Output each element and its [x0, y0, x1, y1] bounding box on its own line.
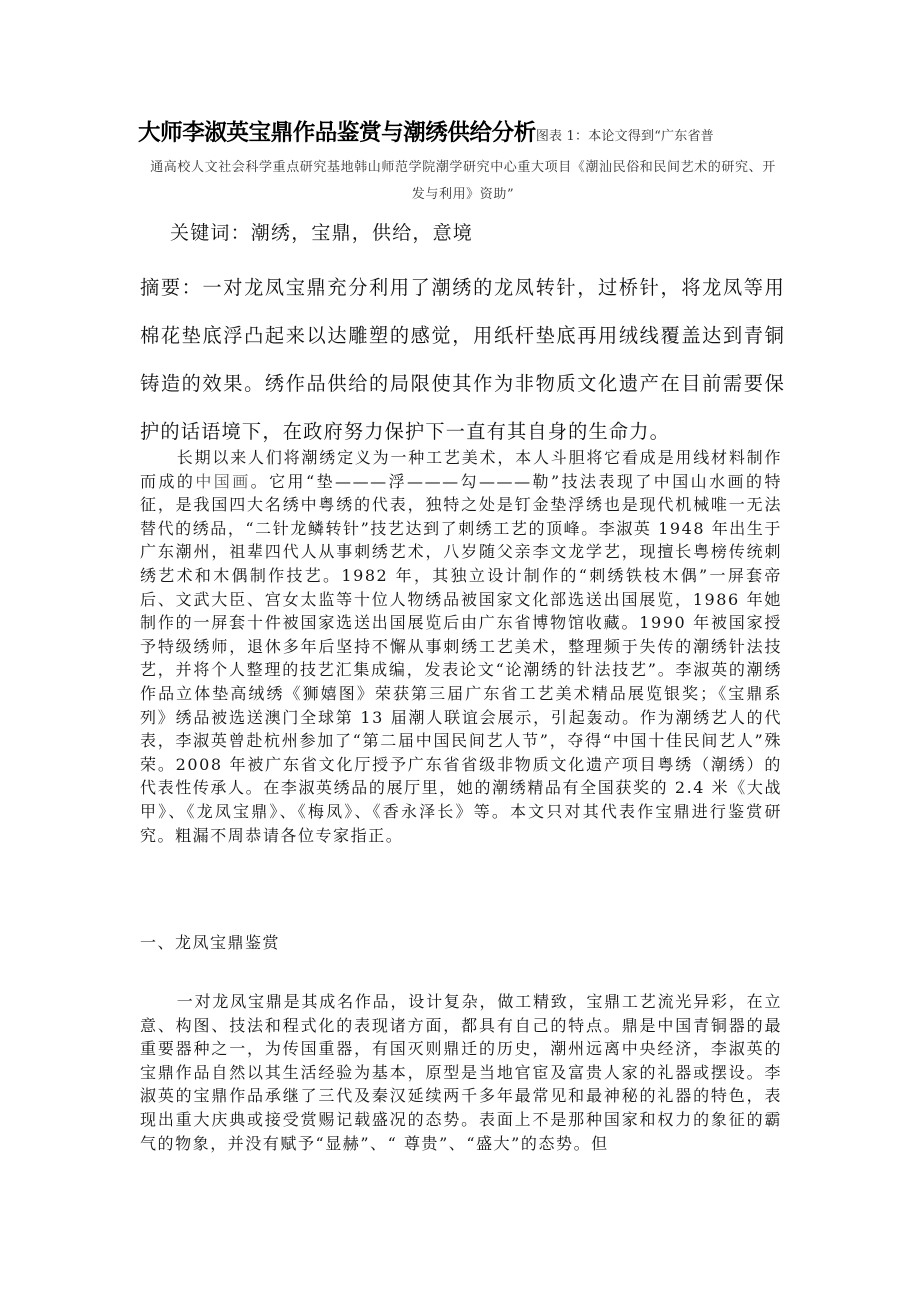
intro-highlight-text: 中国画 [195, 471, 251, 491]
title-footnote: 图表 1：本论文得到“广东省普 [535, 129, 714, 144]
title-line [138, 116, 788, 154]
title-footnote-continued: 通高校人文社会科学重点研究基地韩山师范学院潮学研究中心重大项目《潮汕民俗和民间艺术的研究、开 [150, 160, 776, 175]
section-paragraph: 一对龙凤宝鼎是其成名作品，设计复杂，做工精致，宝鼎工艺流光异彩，在立意、构图、技法和程式化的表现诸方面，都具有自己的特点。鼎是中国青铜器的最重要器种之一，为传国重器，有国灭则鼎迁的历史，潮州远离中央经济，李淑英的宝鼎作品自然以其生活经验为基本，原型是当地官宦及富贵人家的礼器或摆设。李淑英的宝鼎作品承继了三代及秦汉延续两千多年最常见和最神秘的礼器的特色，表现出重大庆典或接受赏赐记载盛况的态势。表面上不是那种国家和权力的象征的霸气的物象，并没有赋予“显赫”、“ 尊贵”、“盛大”的态势。但 [140, 992, 782, 1153]
section-heading: 一、龙凤宝鼎鉴赏 [140, 933, 281, 952]
title-footnote-end: 发与利用》资助” [411, 187, 515, 202]
keywords: 关键词：潮绣，宝鼎，供给，意境 [170, 222, 474, 244]
intro-paragraph [140, 446, 782, 847]
intro-text-part2: 。它用“垫———浮———勾———勒”技法表现了中国山水画的特征，是我国四大名绣中粤绣的代表，独特之处是钉金垫浮绣也是现代机械唯一无法替代的绣品，“二针龙鳞转针”技艺达到了刺绣工艺的顶峰。李淑英 1948 年出生于广东潮州，祖辈四代人从事刺绣艺术，八岁随父亲李文龙学艺，现擅长粤榜传统刺绣艺术和木偶制作技艺。1982 年，其独立设计制作的“刺绣铁枝木偶”一屏套帝后、文武大臣、宫女太监等十位人物绣品被国家文化部选送出国展览，1986 年她制作的一屏套十件被国家选送出国展览后由广东省博物馆收藏。1990 年被国家授予特级绣师，退休多年后坚持不懈从事刺绣工艺美术，整理频于失传的潮绣针法技艺，并将个人整理的技艺汇集成编，发表论文“论潮绣的针法技艺”。李淑英的潮绣作品立体垫高绒绣《狮嬉图》荣获第三届广东省工艺美术精品展览银奖；《宝鼎系列》绣品被选送澳门全球第 13 届潮人联谊会展示，引起轰动。作为潮绣艺人的代表，李淑英曾赴杭州参加了“第二届中国民间艺人节”，夺得“中国十佳民间艺人”殊荣。2008 年被广东省文化厅授予广东省省级非物质文化遗产项目粤绣（潮绣）的代表性传承人。在李淑英绣品的展厅里，她的潮绣精品有全国获奖的 2.4 米《大战甲》、《龙凤宝鼎》、《梅凤》、《香永泽长》等。本文只对其代表作宝鼎进行鉴赏研究。粗漏不周恭请各位专家指正。 [140, 471, 782, 845]
intro-text-part1: 长期以来人们将潮绣定义为一种工艺美术，本人斗胆将它看成是用线材料制作而成的 [140, 448, 782, 491]
document-title: 大师李淑英宝鼎作品鉴赏与潮绣供给分析 [138, 120, 536, 146]
title-block [138, 116, 788, 208]
abstract: 摘要：一对龙凤宝鼎充分利用了潮绣的龙凤转针，过桥针，将龙凤等用棉花垫底浮凸起来以达雕塑的感觉，用纸杆垫底再用绒线覆盖达到青铜铸造的效果。绣作品供给的局限使其作为非物质文化遗产在目前需要保护的话语境下，在政府努力保护下一直有其自身的生命力。 [140, 276, 785, 443]
